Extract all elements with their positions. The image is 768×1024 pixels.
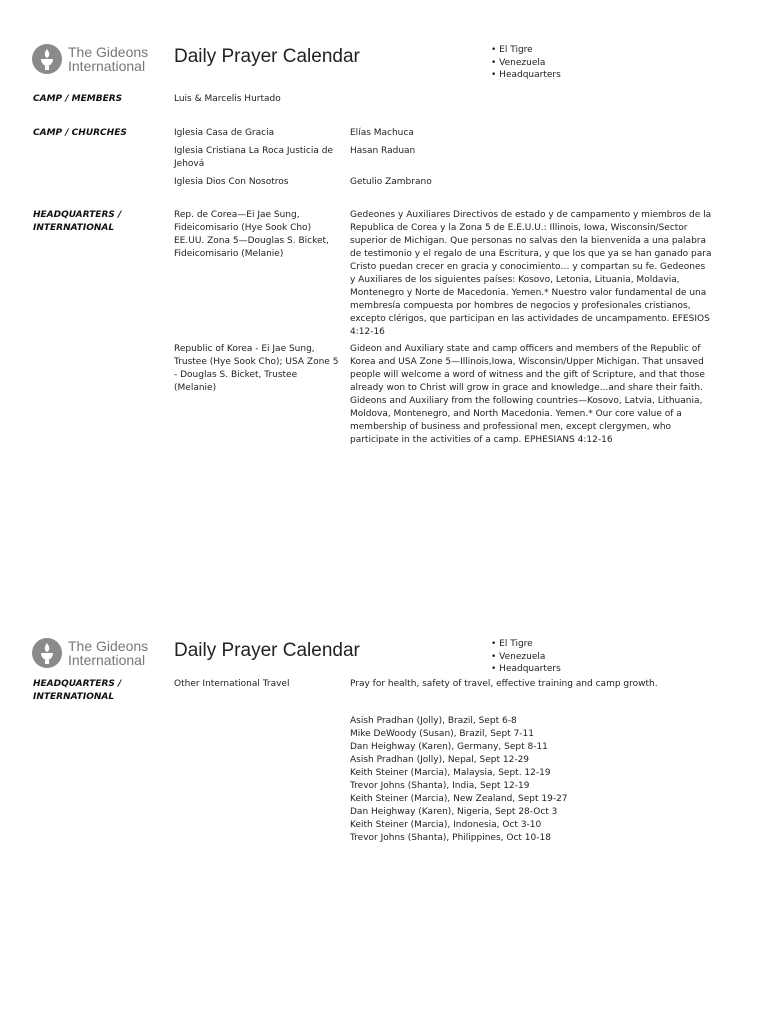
location-list	[491, 638, 561, 676]
church-pastor: Hasan Raduan	[350, 146, 416, 156]
hq-prayer-text: Gedeones y Auxiliares Directivos de estado y de campamento y miembros de la Republica de Corea y la Zona 5 de E.E.U.U.: Illinois, Iowa, Wisconsin/Sector superior de Michigan. Que personas no salvas den la bienvenida a una palabra de testimonio y el regalo de una Escritura, y que los que ya se han ganado para Cristo puedan crecer en gracia y conocimiento… y compartan su fe. Gedeones y Auxiliares de los siguientes países: Kosovo, Letonia, Lituania, Moldavia, Montenegro y Norte de Macedonia. Yemen.* Nuestro valor fundamental de una membresía compuesta por hombres de negocios y profesionales cristianos, excepto clérigos, que participan en las actividades de uncampamento. EFESIOS 4:12-16	[350, 210, 712, 337]
camp-churches-label: CAMP / CHURCHES	[33, 128, 127, 138]
church-pastor: Getulio Zambrano	[350, 177, 432, 187]
travel-item: Trevor Johns (Shanta), Philippines, Oct 10-18	[350, 833, 551, 843]
logo-line-1: The Gideons	[68, 44, 149, 60]
location-item: • Headquarters	[491, 69, 561, 82]
location-item: • Venezuela	[491, 651, 561, 664]
lamp-emblem-icon	[32, 44, 62, 74]
church-name: Iglesia Dios Con Nosotros	[174, 177, 289, 187]
hq-travel-heading: Other International Travel	[174, 679, 290, 689]
logo-line-2: International	[68, 652, 146, 668]
camp-members-label: CAMP / MEMBERS	[33, 94, 123, 104]
location-item: • Headquarters	[491, 663, 561, 676]
page-title: Daily Prayer Calendar	[174, 640, 360, 661]
church-pastor: Elías Machuca	[350, 128, 414, 138]
headquarters-label: HEADQUARTERS / INTERNATIONAL	[33, 679, 122, 702]
travel-item: Keith Steiner (Marcia), Indonesia, Oct 3-10	[350, 820, 542, 830]
camp-members-value: Luis & Marcelis Hurtado	[174, 94, 281, 104]
church-name: Iglesia Casa de Gracia	[174, 128, 275, 138]
travel-item: Keith Steiner (Marcia), Malaysia, Sept. 12-19	[350, 768, 551, 778]
location-item: • El Tigre	[491, 638, 561, 651]
gideons-logo	[32, 638, 148, 668]
hq-trustee-entry: Rep. de Corea—Ei Jae Sung, Fideicomisario (Hye Sook Cho) EE.UU. Zona 5—Douglas S. Bicket, Fideicomisario (Melanie)	[174, 210, 329, 259]
travel-item: Mike DeWoody (Susan), Brazil, Sept 7-11	[350, 729, 534, 739]
hq-trustee-entry: Republic of Korea - Ei Jae Sung, Trustee (Hye Sook Cho); USA Zone 5 - Douglas S. Bicket, Trustee (Melanie)	[174, 344, 339, 393]
travel-item: Dan Heighway (Karen), Nigeria, Sept 28-Oct 3	[350, 807, 558, 817]
lamp-emblem-icon	[32, 638, 62, 668]
headquarters-label: HEADQUARTERS / INTERNATIONAL	[33, 210, 122, 233]
page-title: Daily Prayer Calendar	[174, 46, 360, 67]
travel-item: Asish Pradhan (Jolly), Brazil, Sept 6-8	[350, 716, 517, 726]
travel-item: Dan Heighway (Karen), Germany, Sept 8-11	[350, 742, 548, 752]
hq-prayer-text: Gideon and Auxiliary state and camp officers and members of the Republic of Korea and USA Zone 5—Illinois,Iowa, Wisconsin/Upper Michigan. That unsaved people will welcome a word of witness and the gift of Scripture, and that those already won to Christ will grow in grace and knowledge...and share their faith. Gideons and Auxiliary from the following countries—Kosovo, Latvia, Lithuania, Moldova, Montenegro, and North Macedonia. Yemen.* Our core value of a membership of business and professional men, except clergymen, who participate in the activities of a camp. EPHESIANS 4:12-16	[350, 344, 705, 445]
location-item: • El Tigre	[491, 44, 561, 57]
hq-prayer-text: Pray for health, safety of travel, effective training and camp growth.	[350, 679, 658, 689]
travel-list	[350, 715, 568, 845]
logo-line-2: International	[68, 58, 146, 74]
church-name: Iglesia Cristiana La Roca Justicia de Jehová	[174, 146, 333, 169]
logo-line-1: The Gideons	[68, 638, 149, 654]
travel-item: Trevor Johns (Shanta), India, Sept 12-19	[350, 781, 530, 791]
travel-item: Asish Pradhan (Jolly), Nepal, Sept 12-29	[350, 755, 530, 765]
calendar-page-2	[0, 600, 768, 1024]
location-item: • Venezuela	[491, 57, 561, 70]
location-list	[491, 44, 561, 82]
travel-item: Keith Steiner (Marcia), New Zealand, Sept 19-27	[350, 794, 568, 804]
gideons-logo	[32, 44, 148, 74]
